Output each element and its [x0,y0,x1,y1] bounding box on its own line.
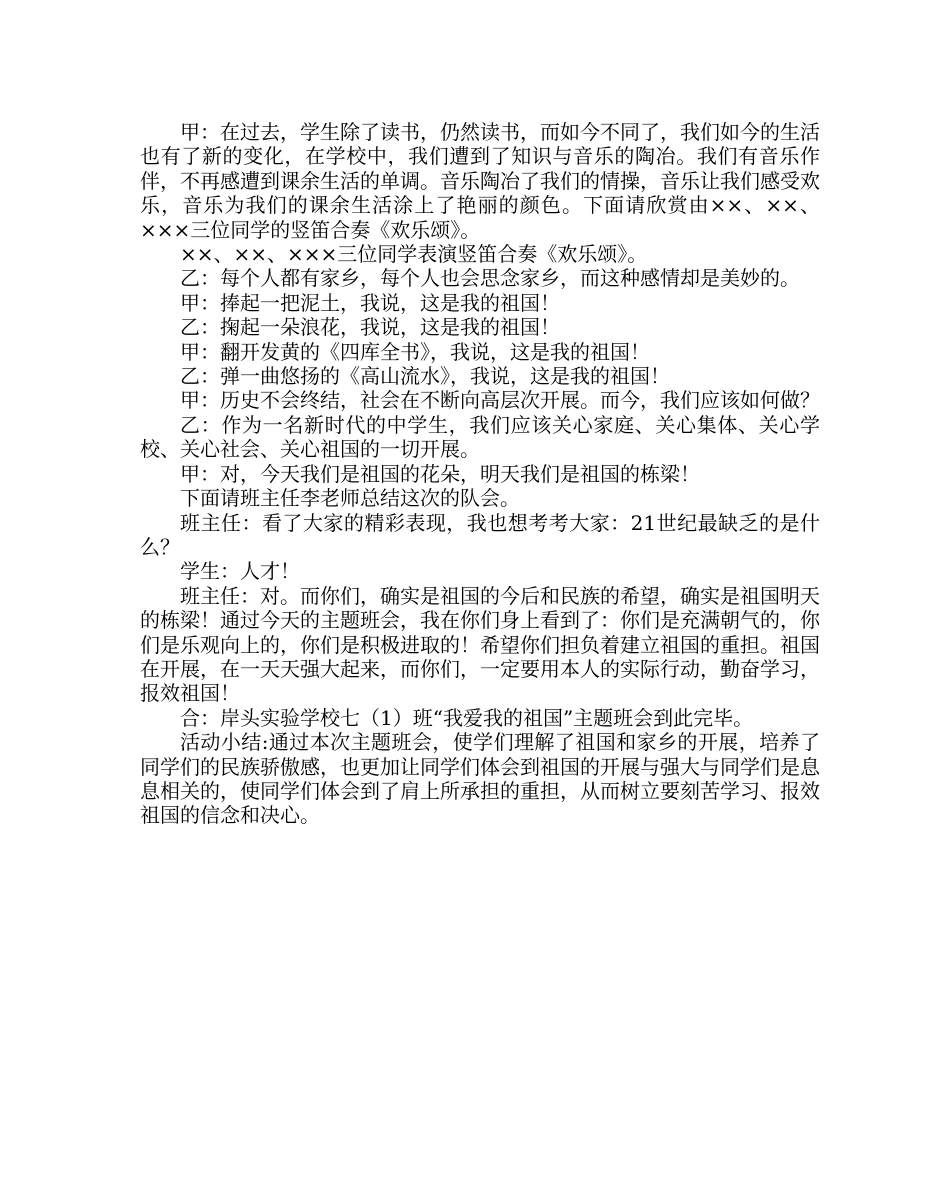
paragraph-activity-summary: 活动小结:通过本次主题班会，使学们理解了祖国和家乡的开展，培养了同学们的民族骄傲感，也更加让同学们体会到祖国的开展与强大与同学们是息息相关的，使同学们体会到了肩上所承担的重担，从而树立要刻苦学习、报效祖国的信念和决心。 [140,730,820,828]
paragraph-hometown: 乙：每个人都有家乡，每个人也会思念家乡，而这种感情却是美妙的。 [180,266,800,291]
paragraph-wave: 乙：掬起一朵浪花，我说，这是我的祖国！ [180,315,560,340]
paragraph-gaoshan: 乙：弹一曲悠扬的《高山流水》，我说，这是我的祖国！ [180,364,670,389]
paragraph-soil: 甲：捧起一把泥土，我说，这是我的祖国！ [180,290,560,315]
paragraph-student-duty: 乙：作为一名新时代的中学生，我们应该关心家庭、关心集体、关心学校、关心社会、关心祖国的一切开展。 [140,412,820,462]
paragraph-siku: 甲：翻开发黄的《四库全书》，我说，这是我的祖国！ [180,339,650,364]
paragraph-teacher-question: 班主任：看了大家的精彩表现，我也想考考大家：21世纪最缺乏的是什么？ [140,510,820,559]
paragraph-teacher-summary-intro: 下面请班主任李老师总结这次的队会。 [180,486,520,511]
paragraph-flowers: 甲：对，今天我们是祖国的花朵，明天我们是祖国的栋梁！ [180,461,700,486]
paragraph-teacher-speech: 班主任：对。而你们，确实是祖国的今后和民族的希望，确实是祖国明天的栋梁！通过今天的主题班会，我在你们身上看到了：你们是充满朝气的，你们是乐观向上的，你们是积极进取的！希望你们担负着建立祖国的重担。祖国在开展，在一天天强大起来，而你们，一定要用本人的实际行动，勤奋学习，报效祖国！ [140,583,820,706]
paragraph-closing: 合：岸头实验学校七（1）班“我爱我的祖国”主题班会到此完毕。 [180,705,754,730]
paragraph-student-answer: 学生：人才！ [180,559,300,584]
document-body [140,120,820,828]
paragraph-history: 甲：历史不会终结，社会在不断向高层次开展。而今，我们应该如何做？ [180,388,820,413]
paragraph-intro-music: 甲：在过去，学生除了读书，仍然读书，而如今不同了，我们如今的生活也有了新的变化，在学校中，我们遭到了知识与音乐的陶冶。我们有音乐作伴，不再感遭到课余生活的单调。音乐陶冶了我们的情操，音乐让我们感受欢乐，音乐为我们的课余生活涂上了艳丽的颜色。下面请欣赏由××、××、×××三位同学的竖笛合奏《欢乐颂》。 [140,120,820,242]
paragraph-performance: ××、××、×××三位同学表演竖笛合奏《欢乐颂》。 [180,242,648,267]
